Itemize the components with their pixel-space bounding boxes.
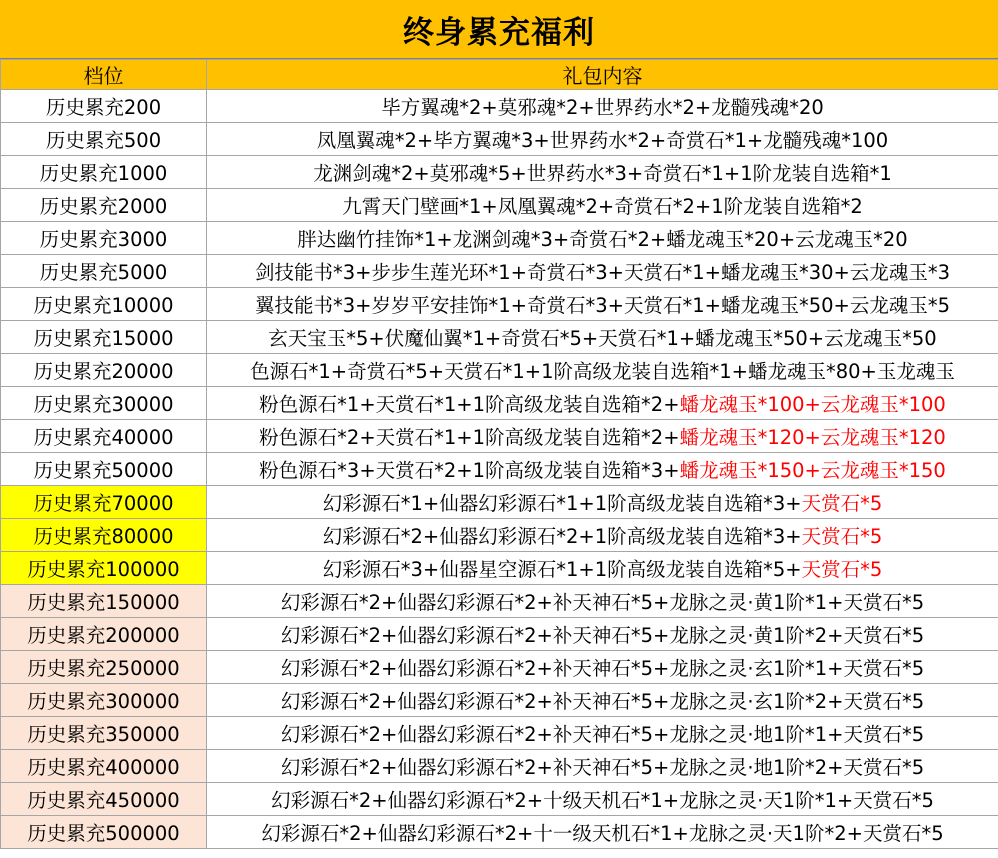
table-row — [1, 156, 998, 189]
table-row — [1, 222, 998, 255]
content-cell — [207, 519, 998, 552]
content-text: 幻彩源石*2+仙器幻彩源石*2+补天神石*5+龙脉之灵·黄1阶*2+天赏石*5 — [280, 624, 925, 647]
tier-cell: 历史累充500000 — [1, 816, 207, 849]
tier-cell: 历史累充300000 — [1, 684, 207, 717]
content-text: 玄天宝玉*5+伏魔仙翼*1+奇赏石*5+天赏石*1+蟠龙魂玉*50+云龙魂玉*50 — [268, 327, 937, 350]
tier-cell: 历史累充20000 — [1, 354, 207, 387]
content-highlight: 天赏石*5 — [801, 558, 883, 581]
content-cell — [207, 717, 998, 750]
header-content: 礼包内容 — [207, 60, 998, 90]
table-row — [1, 783, 998, 816]
table-row — [1, 651, 998, 684]
table-row — [1, 519, 998, 552]
tier-cell: 历史累充2000 — [1, 189, 207, 222]
content-cell — [207, 189, 998, 222]
content-text: 龙渊剑魂*2+莫邪魂*5+世界药水*3+奇赏石*1+1阶龙装自选箱*1 — [313, 162, 892, 185]
table-row — [1, 750, 998, 783]
content-cell — [207, 816, 998, 849]
content-text: 幻彩源石*2+仙器幻彩源石*2+十级天机石*1+龙脉之灵·天1阶*1+天赏石*5 — [271, 789, 934, 812]
content-text: 粉色源石*3+天赏石*2+1阶高级龙装自选箱*3+ — [259, 459, 680, 482]
tier-cell: 历史累充3000 — [1, 222, 207, 255]
tier-cell: 历史累充350000 — [1, 717, 207, 750]
content-cell — [207, 750, 998, 783]
table-row — [1, 354, 998, 387]
tier-cell: 历史累充15000 — [1, 321, 207, 354]
content-text: 粉色源石*2+天赏石*1+1阶高级龙装自选箱*2+ — [259, 426, 680, 449]
header-row — [1, 60, 998, 90]
tier-cell: 历史累充50000 — [1, 453, 207, 486]
table-row — [1, 684, 998, 717]
content-cell — [207, 123, 998, 156]
tier-cell: 历史累充30000 — [1, 387, 207, 420]
content-cell — [207, 354, 998, 387]
content-cell — [207, 585, 998, 618]
tier-cell: 历史累充80000 — [1, 519, 207, 552]
content-cell — [207, 156, 998, 189]
content-cell — [207, 321, 998, 354]
content-text: 粉色源石*1+天赏石*1+1阶高级龙装自选箱*2+ — [259, 393, 680, 416]
content-highlight: 蟠龙魂玉*100+云龙魂玉*100 — [679, 393, 946, 416]
tier-cell: 历史累充100000 — [1, 552, 207, 585]
content-cell — [207, 552, 998, 585]
tier-cell: 历史累充500 — [1, 123, 207, 156]
tier-cell: 历史累充10000 — [1, 288, 207, 321]
table-row — [1, 618, 998, 651]
content-text: 胖达幽竹挂饰*1+龙渊剑魂*3+奇赏石*2+蟠龙魂玉*20+云龙魂玉*20 — [297, 228, 908, 251]
content-cell — [207, 288, 998, 321]
table-row — [1, 453, 998, 486]
sheet-title: 终身累充福利 — [0, 0, 998, 59]
tier-cell: 历史累充70000 — [1, 486, 207, 519]
table-row — [1, 552, 998, 585]
tier-cell: 历史累充1000 — [1, 156, 207, 189]
content-highlight: 蟠龙魂玉*120+云龙魂玉*120 — [679, 426, 946, 449]
table-row — [1, 90, 998, 123]
table-row — [1, 420, 998, 453]
header-tier: 档位 — [1, 60, 207, 90]
content-highlight: 天赏石*5 — [801, 525, 883, 548]
table-row — [1, 189, 998, 222]
content-text: 翼技能书*3+岁岁平安挂饰*1+奇赏石*3+天赏石*1+蟠龙魂玉*50+云龙魂玉*5 — [254, 294, 951, 317]
content-cell — [207, 90, 998, 123]
tier-cell: 历史累充200000 — [1, 618, 207, 651]
content-text: 幻彩源石*1+仙器幻彩源石*1+1阶高级龙装自选箱*3+ — [322, 492, 802, 515]
content-cell — [207, 255, 998, 288]
content-text: 幻彩源石*2+仙器幻彩源石*2+补天神石*5+龙脉之灵·地1阶*1+天赏石*5 — [280, 723, 925, 746]
content-text: 色源石*1+奇赏石*5+天赏石*1+1阶高级龙装自选箱*1+蟠龙魂玉*80+玉龙魂玉 — [250, 360, 955, 383]
table-row — [1, 321, 998, 354]
tier-cell: 历史累充5000 — [1, 255, 207, 288]
content-text: 幻彩源石*2+仙器幻彩源石*2+十一级天机石*1+龙脉之灵·天1阶*2+天赏石*5 — [261, 822, 944, 845]
table-row — [1, 717, 998, 750]
content-cell — [207, 618, 998, 651]
rewards-table — [0, 59, 998, 849]
content-text: 幻彩源石*2+仙器幻彩源石*2+补天神石*5+龙脉之灵·玄1阶*1+天赏石*5 — [280, 657, 925, 680]
content-text: 凤凰翼魂*2+毕方翼魂*3+世界药水*2+奇赏石*1+龙髓残魂*100 — [316, 129, 889, 152]
tier-cell: 历史累充400000 — [1, 750, 207, 783]
table-row — [1, 486, 998, 519]
table-row — [1, 123, 998, 156]
content-highlight: 蟠龙魂玉*150+云龙魂玉*150 — [679, 459, 946, 482]
table-row — [1, 255, 998, 288]
content-cell — [207, 387, 998, 420]
content-cell — [207, 684, 998, 717]
table-row — [1, 585, 998, 618]
content-cell — [207, 420, 998, 453]
table-row — [1, 816, 998, 849]
content-cell — [207, 453, 998, 486]
content-text: 剑技能书*3+步步生莲光环*1+奇赏石*3+天赏石*1+蟠龙魂玉*30+云龙魂玉*3 — [254, 261, 951, 284]
tier-cell: 历史累充40000 — [1, 420, 207, 453]
content-text: 幻彩源石*3+仙器星空源石*1+1阶高级龙装自选箱*5+ — [322, 558, 802, 581]
content-cell — [207, 222, 998, 255]
content-cell — [207, 651, 998, 684]
content-text: 幻彩源石*2+仙器幻彩源石*2+补天神石*5+龙脉之灵·玄1阶*2+天赏石*5 — [280, 690, 925, 713]
content-text: 幻彩源石*2+仙器幻彩源石*2+补天神石*5+龙脉之灵·黄1阶*1+天赏石*5 — [280, 591, 925, 614]
tier-cell: 历史累充150000 — [1, 585, 207, 618]
content-text: 幻彩源石*2+仙器幻彩源石*2+补天神石*5+龙脉之灵·地1阶*2+天赏石*5 — [280, 756, 925, 779]
table-row — [1, 288, 998, 321]
table-row — [1, 387, 998, 420]
content-text: 幻彩源石*2+仙器幻彩源石*2+1阶高级龙装自选箱*3+ — [322, 525, 802, 548]
content-cell — [207, 783, 998, 816]
content-text: 九霄天门壁画*1+凤凰翼魂*2+奇赏石*2+1阶龙装自选箱*2 — [342, 195, 863, 218]
content-highlight: 天赏石*5 — [801, 492, 883, 515]
tier-cell: 历史累充250000 — [1, 651, 207, 684]
tier-cell: 历史累充200 — [1, 90, 207, 123]
tier-cell: 历史累充450000 — [1, 783, 207, 816]
content-cell — [207, 486, 998, 519]
content-text: 毕方翼魂*2+莫邪魂*2+世界药水*2+龙髓残魂*20 — [381, 96, 824, 119]
